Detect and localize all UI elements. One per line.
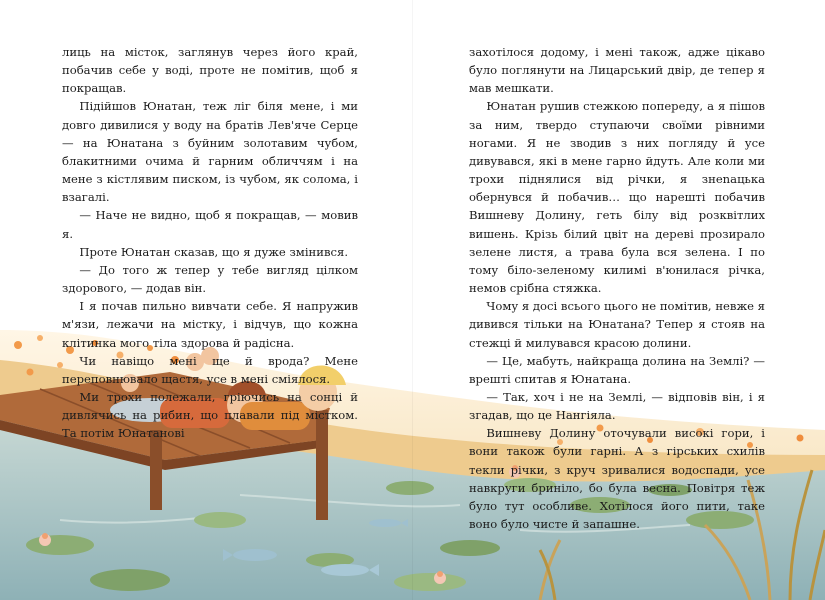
paragraph: Ми трохи полежали, гріючись на сонці й дивлячись на рибин, що плавали під містком. Та потім Юнатанові <box>62 389 358 441</box>
paragraph: Чи навіщо мені ще й врода? Мене переповнювало щастя, усе в мені сміялося. <box>62 353 358 386</box>
paragraph: Чому я досі всього цього не помітив, невже я дивився тільки на Юнатана? Тепер я стояв на стежці й милувався красою долини. <box>469 299 765 350</box>
left-page-text <box>62 43 358 442</box>
paragraph: Вишневу Долину оточували високі гори, і вони також були гарні. А з гірських схилів текли річки, з круч зривалися водоспади, усе навкруги бриніло, бо була весна. Повітря теж було тут особливе. Хотілося його пити, таке воно було чисте й запашне. <box>469 426 765 532</box>
paragraph: лиць на місток, заглянув через його край, побачив себе у воді, проте не помітив, щоб я покращав. <box>62 45 358 96</box>
paragraph: — До того ж тепер у тебе вигляд цілком здорового, — додав він. <box>62 262 358 296</box>
paragraph: Юнатан рушив стежкою попереду, а я пішов за ним, твердо ступаючи своїми рівними ногами. Я не зводив з них погляду й усе дивувався, які в мене гарно йдуть. Але коли ми трохи піднялися від річки, я знenацька обернувся й побачив… що нарешті побачив Вишневу Долину, геть білу від розквітлих вишень. Крізь білий цвіт на дереві прозирало зелене листя, а трава була вся зелена. І по тому біло-зеленому килимі в'юнилася річка, немов срібна стяжка. <box>469 99 765 296</box>
paragraph: — Це, мабуть, найкраща долина на Землі? — врешті спитав я Юнатана. <box>469 353 765 386</box>
paragraph: І я почав пильно вивчати себе. Я напружив м'язи, лежачи на містку, і відчув, що кожна клітинка мого тіла здорова й радісна. <box>62 299 358 350</box>
right-page-text <box>469 43 765 533</box>
paragraph: захотілося додому, і мені також, адже цікаво було поглянути на Лицарський двір, де тепер я мав мешкати. <box>469 45 765 96</box>
paragraph: Підійшов Юнатан, теж ліг біля мене, і ми довго дивилися у воду на братів Лев'яче Серце — на Юнатана з буйним золотавим чубом, блакитними очима й гарним обличчям і на мене з кістлявим писком, із чубом, як солома, і взагалі. <box>62 99 358 205</box>
paragraph: Проте Юнатан сказав, що я дуже змінився. <box>79 244 348 259</box>
paragraph: — Наче не видно, щоб я покращав, — мовив я. <box>62 208 358 241</box>
page-gutter <box>412 0 413 600</box>
paragraph: — Так, хоч і не на Землі, — відповів він, і я згадав, що це Нангіяла. <box>469 389 765 423</box>
